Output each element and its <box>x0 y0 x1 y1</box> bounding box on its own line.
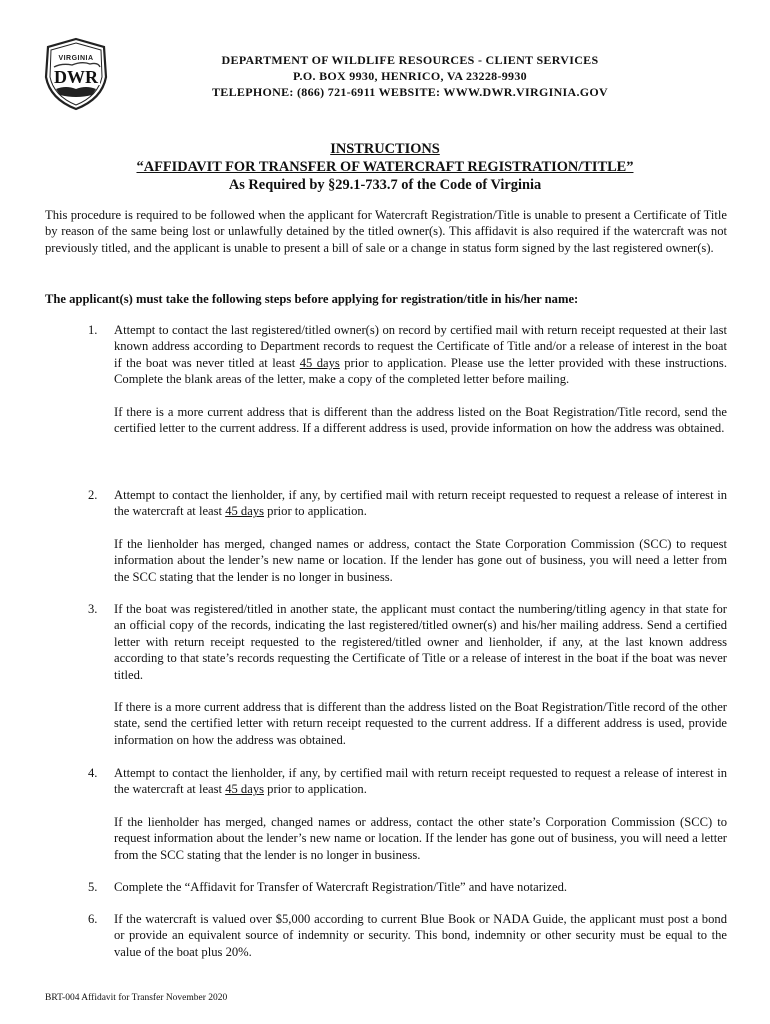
step-text: Attempt to contact the lienholder, if any, by certified mail with return receipt requested to request a release of interest in the watercraft at least 45 days prior to application. <box>114 488 727 519</box>
document-titles <box>40 140 730 194</box>
step-text: Attempt to contact the last registered/titled owner(s) on record by certified mail with return receipt requested at their last known address according to Department records to request the Certificate of Title and/or a release of interest in the boat if the boat was never titled at least 45 days prior to application. Please use the letter provided with these instructions. Complete the blank areas of the letter, make a copy of the completed letter before mailing. <box>114 323 727 387</box>
agency-header <box>150 52 670 100</box>
header-address: P.O. BOX 9930, HENRICO, VA 23228-9930 <box>293 69 527 83</box>
form-footer: BRT-004 Affidavit for Transfer November 2020 <box>45 993 228 1003</box>
step-number: 3. <box>88 602 98 616</box>
header-contact: TELEPHONE: (866) 721-6911 WEBSITE: WWW.DWR.VIRGINIA.GOV <box>212 85 608 99</box>
days-underlined: 45 days <box>225 782 265 797</box>
instructions-title: INSTRUCTIONS <box>330 141 440 157</box>
step-number: 5. <box>88 880 98 894</box>
step-1 <box>88 322 727 436</box>
step-number: 6. <box>88 912 98 926</box>
step-6 <box>88 911 727 960</box>
logo-letters: DWR <box>54 67 98 87</box>
days-underlined: 45 days <box>225 504 265 519</box>
step-text: If the boat was registered/titled in another state, the applicant must contact the numbering/titling agency in that state for an official copy of the records, indicating the last registered/titled owner(s) and his/her mailing address. Send a certified letter with return receipt requested to the registered/titled owner and lienholder, if any, at the last known address according to that state’s records requesting the Certificate of Title or a release of interest in the boat if the boat was never titled. <box>114 602 727 682</box>
step-2 <box>88 487 727 585</box>
step-number: 4. <box>88 766 98 780</box>
intro-paragraph: This procedure is required to be followed when the applicant for Watercraft Registration/Title is unable to present a Certificate of Title by reason of the same being lost or unlawfully detained by the titled owner(s). This affidavit is also required if the watercraft was not previously titled, and the applicant is unable to present a bill of sale or a change in status form signed by the last registered owner(s). <box>45 208 727 255</box>
step-note: If there is a more current address that is different than the address listed on the Boat Registration/Title record of the other state, send the certified letter with return receipt requested to the current address. If a different address is used, provide information on how the address was obtained. <box>114 700 727 747</box>
dwr-logo <box>42 37 110 111</box>
steps-heading: The applicant(s) must take the following steps before applying for registration/title in his/her name: <box>45 292 579 306</box>
days-underlined: 45 days <box>299 355 340 370</box>
step-number: 1. <box>88 323 98 337</box>
step-text: If the watercraft is valued over $5,000 according to current Blue Book or NADA Guide, the applicant must post a bond or provide an equivalent source of indemnity or security. This bond, indemnity or other security must be equal to the value of the boat plus 20%. <box>114 912 727 959</box>
step-note: If there is a more current address that is different than the address listed on the Boat Registration/Title record, send the certified letter to the current address. If a different address is used, provide information on how the address was obtained. <box>114 404 727 436</box>
step-note: If the lienholder has merged, changed names or address, contact the other state’s Corporation Commission (SCC) to request information about the lender’s new name or location. If the lender has gone out of business, you will need a letter from the SCC stating that the lender is no longer in business. <box>114 814 727 862</box>
step-number: 2. <box>88 488 98 502</box>
step-4 <box>88 765 727 863</box>
step-5 <box>88 879 727 895</box>
step-text: Attempt to contact the lienholder, if any, by certified mail with return receipt requested to request a release of interest in the watercraft at least 45 days prior to application. <box>114 766 727 797</box>
code-reference: As Required by §29.1-733.7 of the Code of Virginia <box>228 177 542 193</box>
step-text: Complete the “Affidavit for Transfer of Watercraft Registration/Title” and have notarized. <box>114 880 568 894</box>
step-note: If the lienholder has merged, changed names or address, contact the State Corporation Commission (SCC) to request information about the lender’s new name or location. If the lender has gone out of business, you will need a letter from the SCC stating that the lender is no longer in business. <box>114 536 727 584</box>
logo-arc-text: VIRGINIA <box>58 55 94 62</box>
affidavit-title: “AFFIDAVIT FOR TRANSFER OF WATERCRAFT REGISTRATION/TITLE” <box>136 159 634 175</box>
header-department: DEPARTMENT OF WILDLIFE RESOURCES - CLIENT SERVICES <box>221 53 599 67</box>
step-3 <box>88 601 727 748</box>
